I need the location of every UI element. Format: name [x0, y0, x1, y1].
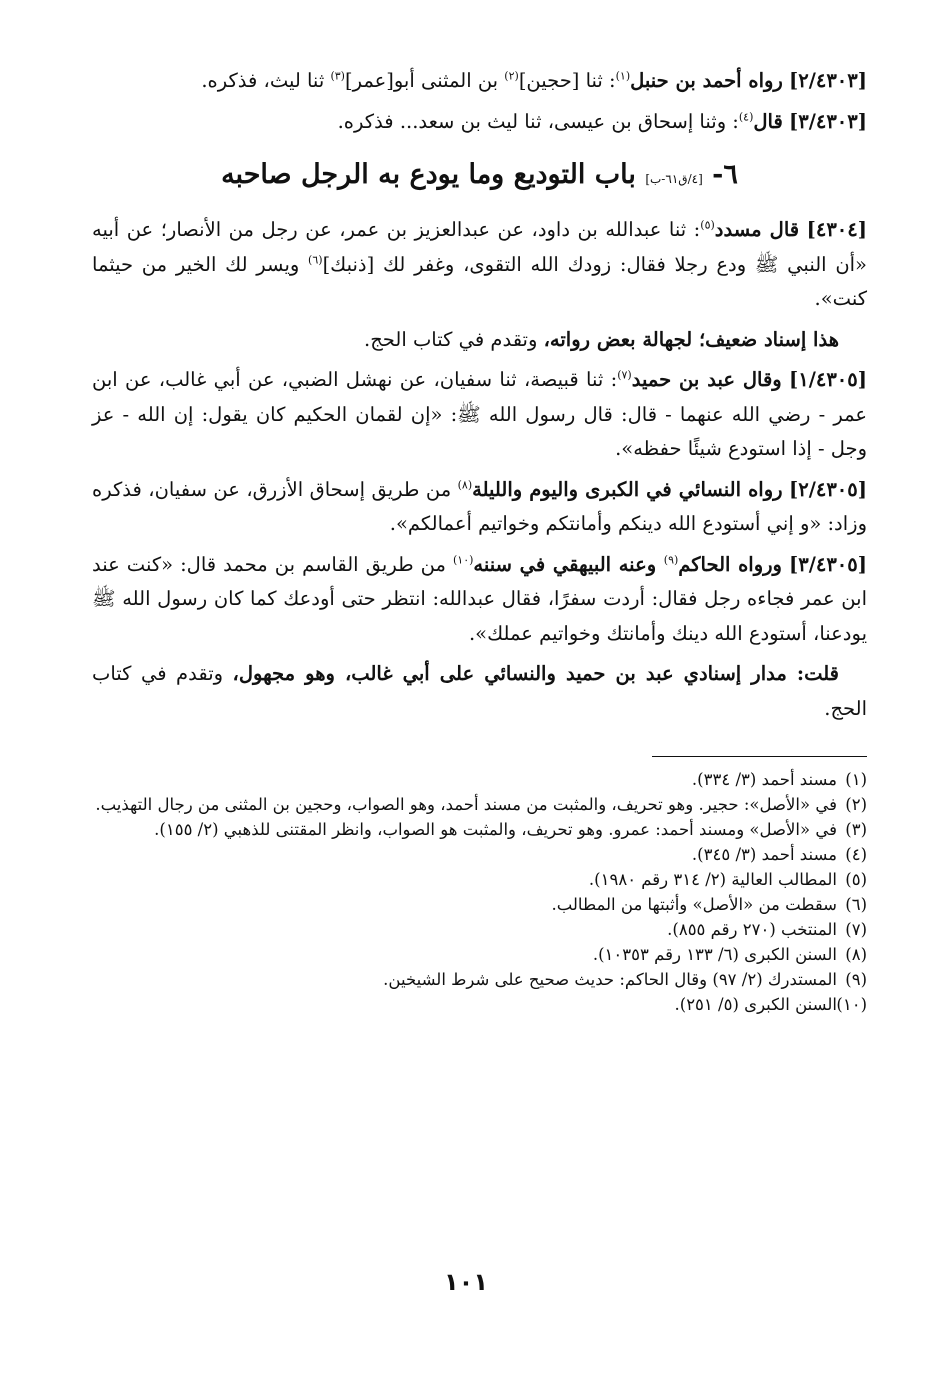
footnote-number: (٨)	[845, 945, 867, 964]
footnote-text: مسند أحمد (٣/ ٣٤٥).	[691, 845, 837, 864]
manuscript-folio-ref: [٤/ق٦١-ب]	[645, 172, 703, 186]
hadith-number: [٣/٤٣٠٣]	[789, 109, 867, 133]
narration-text-3: ثنا ليث، فذكره.	[201, 69, 331, 92]
footnote-ref-7[interactable]: (٧)	[617, 368, 632, 382]
footnote-item	[92, 917, 867, 942]
paragraph-4303-3	[92, 105, 867, 140]
chapter-heading	[92, 153, 867, 201]
footnote-item	[92, 842, 867, 867]
hadith-number: [٤٣٠٤]	[806, 218, 867, 241]
footnote-item	[92, 967, 867, 992]
footnote-text: في «الأصل» ومسند أحمد: عمرو. وهو تحريف، والمثبت هو الصواب، وانظر المقتنى للذهبي (٢/ ١٥٥).	[154, 820, 837, 839]
paragraph-4305-1	[92, 363, 867, 467]
footnote-text: في «الأصل»: حجير. وهو تحريف، والمثبت من مسند أحمد، وهو الصواب، وحجين بن المثنى من رجال التهذيب.	[95, 795, 837, 814]
footnote-text: السنن الكبرى (٦/ ١٣٣ رقم ١٠٣٥٣).	[592, 945, 837, 964]
footnote-divider	[652, 756, 867, 757]
grading-text: وتقدم في كتاب الحج.	[364, 327, 544, 351]
footnote-ref-6[interactable]: (٦)	[308, 253, 323, 266]
hadith-number: [٢/٤٣٠٣]	[789, 69, 867, 92]
hadith-number: [٣/٤٣٠٥]	[789, 552, 867, 576]
narration-text: من طريق إسحاق الأزرق، عن سفيان، فذكره وزاد: «و إني أستودع الله دينكم وأمانتكم وخواتيم أعمالكم».	[92, 477, 867, 535]
chapter-title: باب التوديع وما يودع به الرجل صاحبه	[221, 159, 636, 190]
footnote-number: (٦)	[845, 895, 867, 914]
page-number: ١٠١	[444, 1268, 488, 1296]
narration-text-2: ويسر لك الخير من حيثما كنت».	[92, 252, 867, 310]
commentary-lead: قلت: مدار إسنادي عبد بن حميد والنسائي على أبي غالب، وهو مجهول،	[232, 662, 840, 685]
narration-text-2: بن المثنى أبو[عمر]	[344, 69, 505, 92]
paragraph-4304-grading	[92, 323, 867, 358]
footnote-item	[92, 892, 867, 917]
footnote-item	[92, 867, 867, 892]
commentary-text: وتقدم في كتاب الحج.	[92, 662, 867, 720]
footnote-ref-4[interactable]: (٤)	[738, 110, 754, 123]
footnotes	[92, 767, 867, 1017]
paragraph-4305-2	[92, 473, 867, 542]
narration-lead: رواه أحمد بن حنبل	[630, 69, 783, 92]
footnote-text: السنن الكبرى (٥/ ٢٥١).	[674, 995, 837, 1014]
footnote-item	[92, 792, 867, 817]
footnote-number: (٣)	[845, 820, 867, 839]
narration-lead: قال	[753, 109, 783, 133]
footnote-number: (٩)	[845, 970, 867, 989]
footnote-item	[92, 942, 867, 967]
footnote-item	[92, 767, 867, 792]
paragraph-4304	[92, 213, 867, 317]
footnote-number: (١٠)	[836, 995, 867, 1014]
footnote-number: (٥)	[845, 870, 867, 889]
footnote-text: المستدرك (٢/ ٩٧) وقال الحاكم: حديث صحيح على شرط الشيخين.	[383, 970, 837, 989]
footnote-text: المطالب العالية (٢/ ٣١٤ رقم ١٩٨٠).	[588, 870, 837, 889]
footnote-number: (٤)	[845, 845, 867, 864]
page-body	[92, 64, 867, 1017]
paragraph-4303-2	[92, 64, 867, 99]
footnote-number: (٧)	[845, 920, 867, 939]
grading-lead: هذا إسناد ضعيف؛ لجهالة بعض رواته،	[543, 327, 839, 351]
narration-lead: رواه النسائي في الكبرى واليوم والليلة	[472, 477, 783, 501]
footnote-ref-1[interactable]: (١)	[615, 69, 631, 83]
narration-lead: قال مسدد	[714, 218, 800, 241]
footnote-ref-10[interactable]: (١٠)	[453, 553, 474, 566]
narration-text: : وثنا إسحاق بن عيسى، ثنا ليث بن سعد... فذكره.	[337, 109, 739, 133]
footnote-text: المنتخب (٢٧٠ رقم ٨٥٥).	[667, 920, 837, 939]
footnote-ref-8[interactable]: (٨)	[457, 478, 473, 491]
narration-text: من طريق القاسم بن محمد قال: «كنت عند ابن عمر فجاءه رجل فقال: أردت سفرًا، فقال عبدالله: انتظر حتى أودعك كما كان رسول الله ﷺ يودعنا، أستودع الله دينك وأمانتك وخواتيم عملك».	[92, 552, 867, 645]
footnote-item	[92, 992, 867, 1017]
narration-lead: وقال عبد بن حميد	[631, 368, 782, 391]
paragraph-4305-3	[92, 548, 867, 652]
footnote-item	[92, 817, 867, 842]
footnote-ref-5[interactable]: (٥)	[700, 218, 715, 232]
footnote-number: (٢)	[845, 795, 867, 814]
footnote-number: (١)	[845, 770, 867, 789]
chapter-number: ٦-	[712, 159, 738, 190]
paragraph-qult	[92, 657, 867, 726]
footnote-ref-2[interactable]: (٢)	[504, 69, 519, 83]
hadith-number: [١/٤٣٠٥]	[789, 368, 867, 391]
narration-text: : ثنا قبيصة، ثنا سفيان، عن نهشل الضبي، عن أبي غالب، عن ابن عمر - رضي الله عنهما - قال: قال رسول الله ﷺ: «إن لقمان الحكيم كان يقول: إن الله - عز وجل - إذا استودع شيئًا حفظه».	[92, 368, 867, 460]
footnote-ref-3[interactable]: (٣)	[330, 69, 345, 83]
footnote-text: سقطت من «الأصل» وأثبتها من المطالب.	[551, 895, 837, 914]
hadith-number: [٢/٤٣٠٥]	[789, 477, 867, 501]
narration-text: : ثنا عبدالله بن داود، عن عبدالعزيز بن عمر، عن رجل من الأنصار؛ عن أبيه «أن النبي ﷺ ودع رجلا فقال: زودك الله التقوى، وغفر لك [ذنبك]	[92, 218, 867, 276]
narration-text: : ثنا [حجين]	[518, 69, 616, 92]
footnote-text: مسند أحمد (٣/ ٣٣٤).	[691, 770, 837, 789]
narration-lead: ورواه الحاكم	[678, 552, 782, 576]
narration-lead-2: وعنه البيهقي في سننه	[473, 552, 664, 576]
footnote-ref-9[interactable]: (٩)	[663, 553, 679, 566]
